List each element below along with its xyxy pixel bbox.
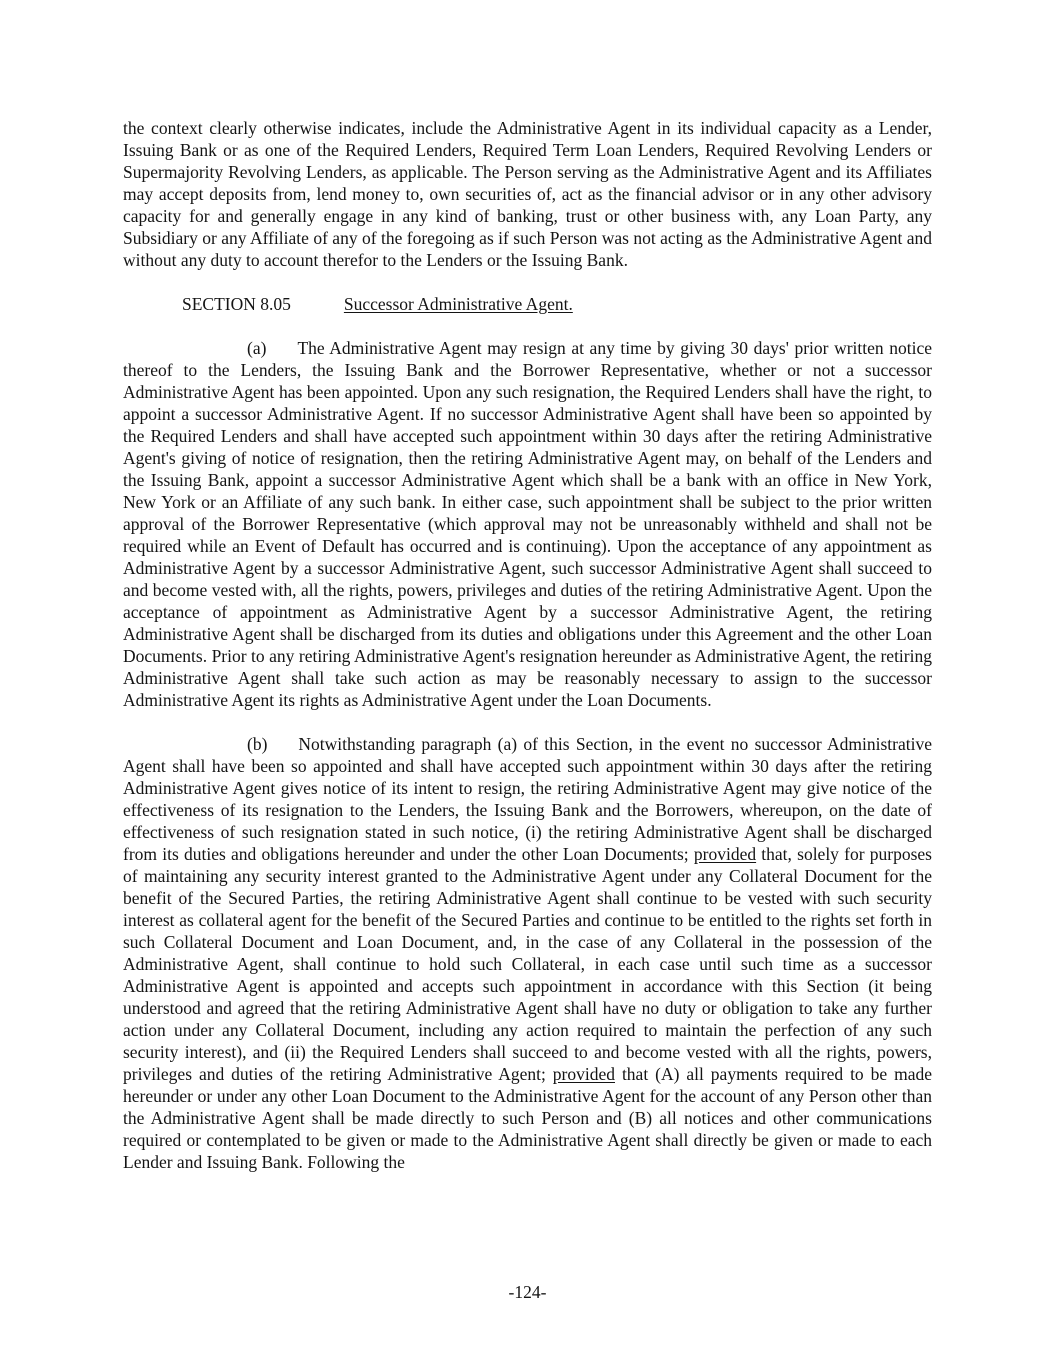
section-number: SECTION 8.05 bbox=[182, 294, 291, 314]
paragraph-b-text-1: Notwithstanding paragraph (a) of this Section, in the event no successor Administrative Agent shall have been so appointed and shall have accepted such appointment within 30 days after the retiring Administrative Agent gives notice of its intent to resign, the retiring Administrative Agent may give notice of the effectiveness of its resignation to the Lenders, the Issuing Bank and the Borrowers, whereupon, on the date of effectiveness of such resignation stated in such notice, (i) the retiring Administrative Agent shall be discharged from its duties and obligations hereunder and under the other Loan Documents; bbox=[123, 734, 932, 864]
paragraph-b bbox=[123, 733, 932, 1173]
paragraph-b-text-2: that, solely for purposes of maintaining any security interest granted to the Administrative Agent under any Collateral Document for the benefit of the Secured Parties, the retiring Administrative Agent shall continue to be vested with such security interest as collateral agent for the benefit of the Secured Parties and continue to be entitled to the rights set forth in such Collateral Document and Loan Document, and, in the case of any Collateral in the possession of the Administrative Agent, shall continue to hold such Collateral, in each case until such time as a successor Administrative Agent is appointed and accepts such appointment in accordance with this Section (it being understood and agreed that the retiring Administrative Agent shall have no duty or obligation to take any further action under any Collateral Document, including any action required to maintain the perfection of any such security interest), and (ii) the Required Lenders shall succeed to and become vested with all the rights, powers, privileges and duties of the retiring Administrative Agent; bbox=[123, 844, 932, 1084]
paragraph-b-text-3: that (A) all payments required to be made hereunder or under any other Loan Document to the Administrative Agent for the account of any Person other than the Administrative Agent shall be made directly to such Person and (B) all notices and other communications required or contemplated to be given or made to the Administrative Agent shall directly be given or made to each Lender and Issuing Bank. Following the bbox=[123, 1064, 932, 1172]
paragraph-a-label: (a) bbox=[247, 338, 267, 358]
paragraph-intro: the context clearly otherwise indicates, include the Administrative Agent in its individual capacity as a Lender, Issuing Bank or as one of the Required Lenders, Required Term Loan Lenders, Required Revolving Lenders or Supermajority Revolving Lenders, as applicable. The Person serving as the Administrative Agent and its Affiliates may accept deposits from, lend money to, own securities of, act as the financial advisor or in any other advisory capacity for and generally engage in any kind of banking, trust or other business with, any Loan Party, any Subsidiary or any Affiliate of any of the foregoing as if such Person was not acting as the Administrative Agent and without any duty to account therefor to the Lenders or the Issuing Bank. bbox=[123, 118, 932, 270]
section-title: Successor Administrative Agent. bbox=[343, 294, 573, 314]
section-heading bbox=[123, 293, 932, 315]
provided-term-2: provided bbox=[552, 1064, 615, 1084]
page-number: -124- bbox=[508, 1282, 547, 1302]
paragraph-a bbox=[123, 337, 932, 711]
provided-term-1: provided bbox=[693, 844, 757, 864]
paragraph-b-label: (b) bbox=[247, 734, 268, 754]
paragraph-a-text: The Administrative Agent may resign at any time by giving 30 days' prior written notice thereof to the Lenders, the Issuing Bank and the Borrower Representative, whether or not a successor Administrative Agent has been appointed. Upon any such resignation, the Required Lenders shall have the right, to appoint a successor Administrative Agent. If no successor Administrative Agent shall have been so appointed by the Required Lenders and shall have accepted such appointment within 30 days after the retiring Administrative Agent's giving of notice of resignation, then the retiring Administrative Agent may, on behalf of the Lenders and the Issuing Bank, appoint a successor Administrative Agent which shall be a bank with an office in New York, New York or an Affiliate of any such bank. In either case, such appointment shall be subject to the prior written approval of the Borrower Representative (which approval may not be unreasonably withheld and shall not be required while an Event of Default has occurred and is continuing). Upon the acceptance of any appointment as Administrative Agent by a successor Administrative Agent, such successor Administrative Agent shall succeed to and become vested with, all the rights, powers, privileges and duties of the retiring Administrative Agent. Upon the acceptance of appointment as Administrative Agent by a successor Administrative Agent, the retiring Administrative Agent shall be discharged from its duties and obligations under this Agreement and the other Loan Documents. Prior to any retiring Administrative Agent's resignation hereunder as Administrative Agent, the retiring Administrative Agent shall take such action as may be reasonably necessary to assign to the successor Administrative Agent its rights as Administrative Agent under the Loan Documents. bbox=[123, 338, 932, 710]
